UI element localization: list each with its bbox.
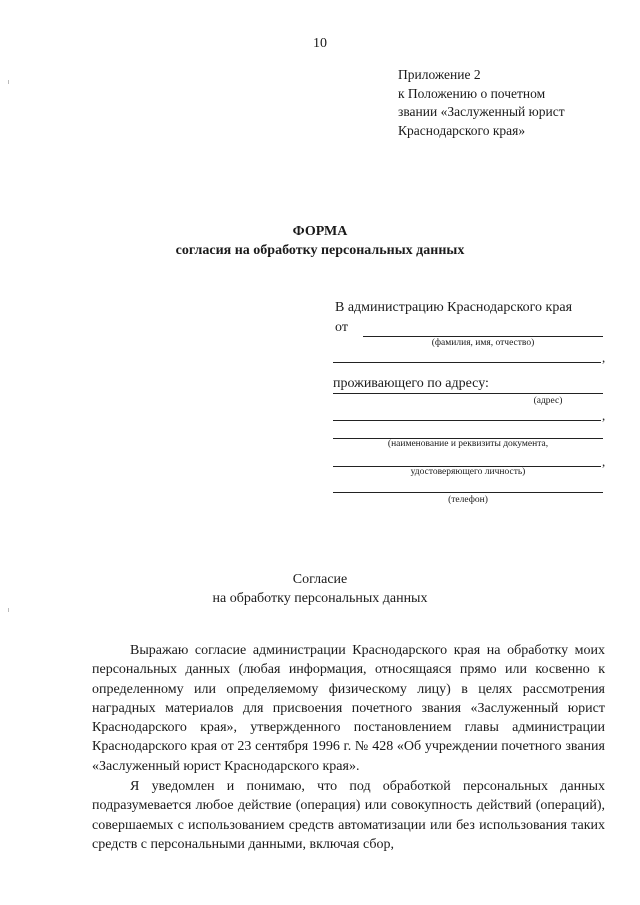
appendix-note [398, 66, 628, 140]
address-field-line[interactable] [333, 406, 601, 421]
consent-title [0, 570, 640, 608]
form-heading: ФОРМА [292, 224, 348, 239]
phone-caption: (телефон) [448, 495, 488, 505]
scan-mark [8, 608, 9, 612]
appendix-line: Приложение 2 [398, 67, 481, 82]
document-field-line-2[interactable] [333, 452, 601, 467]
document-caption: (наименование и реквизиты документа, [387, 439, 549, 449]
name-caption: (фамилия, имя, отчество) [431, 338, 535, 348]
page-number: 10 [313, 36, 327, 51]
consent-paragraph: Я уведомлен и понимаю, что под обработкой персональных данных подразумевается любое действие (операция) или совокупность действий (операций), совершаемых с использованием средств автоматизации или без использования таких средств с персональными данными, включая сбор, [92, 779, 605, 852]
comma: , [602, 350, 606, 365]
name-field-line[interactable] [363, 320, 603, 337]
comma: , [602, 408, 606, 423]
phone-field-line[interactable] [333, 478, 603, 493]
address-caption: (адрес) [533, 396, 563, 406]
consent-heading: Согласие [292, 572, 348, 587]
comma: , [602, 454, 606, 469]
document-field-line[interactable] [333, 424, 603, 439]
recipient-to: В администрацию Краснодарского края [335, 300, 573, 315]
recipient-block [333, 300, 605, 510]
name-field-line-2[interactable] [333, 348, 601, 363]
scan-mark [8, 80, 9, 84]
appendix-line: Краснодарского края» [398, 122, 526, 138]
appendix-line: звании «Заслуженный юрист [398, 104, 565, 119]
form-subheading: согласия на обработку персональных данных [175, 243, 465, 258]
consent-subheading: на обработку персональных данных [212, 591, 428, 606]
residing-label: проживающего по адресу: [333, 376, 603, 394]
consent-paragraph: Выражаю согласие администрации Краснодарского края на обработку моих персональных данных (любая информация, относящаяся прямо или косвенно к определенному или определяемому физическому лицу) в целях рассмотрения наградных материалов для присвоения почетного звания «Заслуженный юрист Краснодарского края», утвержденного постановлением главы администрации Краснодарского края от 23 сентября 1996 г. № 428 «Об учреждении почетного звания «Заслуженный юрист Краснодарского края». [92, 643, 605, 774]
identity-caption: удостоверяющего личность) [410, 467, 526, 477]
appendix-line: к Положению о почетном [398, 85, 546, 101]
consent-body [92, 641, 605, 854]
from-label: от [335, 320, 348, 335]
form-title [0, 222, 640, 260]
